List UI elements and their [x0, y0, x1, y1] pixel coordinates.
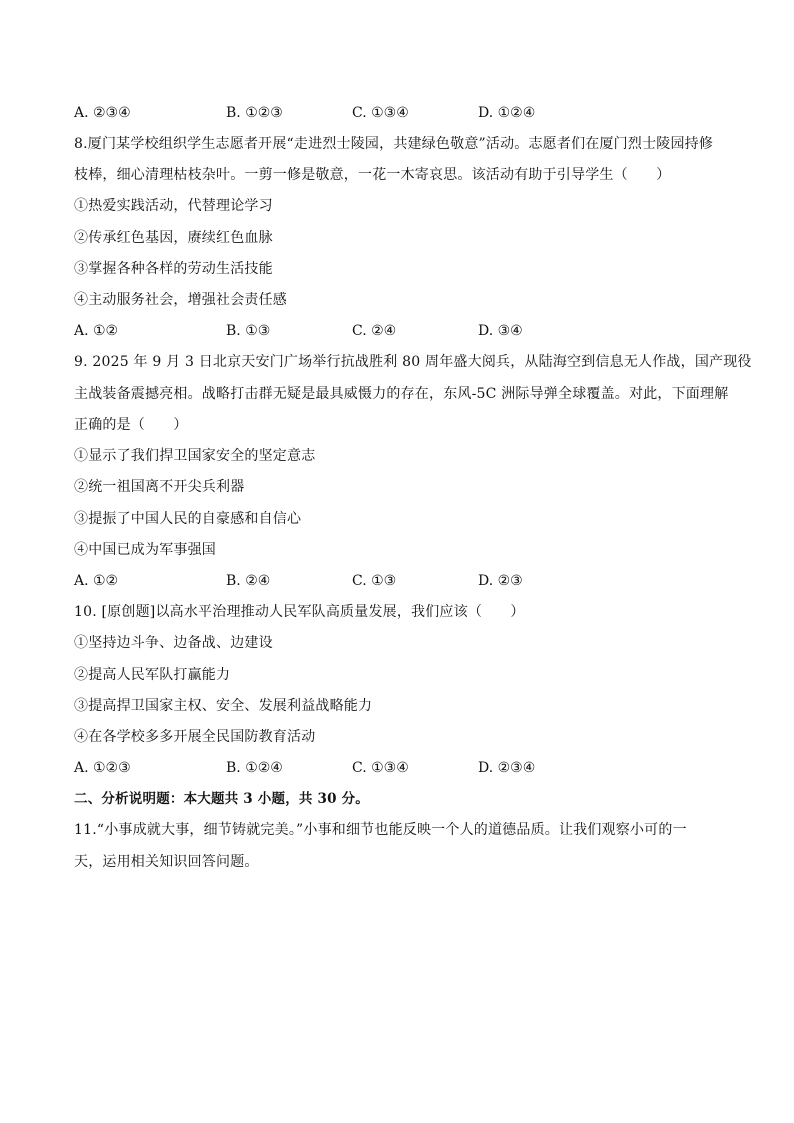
q11-stem-line-2: 天，运用相关知识回答问题。: [74, 854, 259, 870]
q11-stem-line-1: 11.“小事成就大事，细节铸就完美。”小事和细节也能反映一个人的道德品质。让我们观察小可的一: [74, 822, 687, 838]
q9-option-c: C. ①③: [352, 573, 397, 589]
q7-option-a: A. ②③④: [74, 105, 131, 121]
q10-option-b: B. ①②④: [226, 760, 283, 776]
q9-item-2: ②统一祖国离不开尖兵利器: [74, 479, 245, 495]
q9-stem-line-3: 正确的是（ ）: [74, 417, 188, 433]
q9-item-3: ③提振了中国人民的自豪感和自信心: [74, 511, 302, 527]
q9-stem-line-1: 9. 2025 年 9 月 3 日北京天安门广场举行抗战胜利 80 周年盛大阅兵，从陆海空到信息无人作战，国产现役: [74, 354, 752, 370]
q8-option-d: D. ③④: [478, 323, 523, 339]
q8-stem-line-1: 8.厦门某学校组织学生志愿者开展“走进烈士陵园，共建绿色敬意”活动。志愿者们在厦门烈士陵园持修: [74, 136, 714, 152]
q8-option-c: C. ②④: [352, 323, 397, 339]
q10-option-c: C. ①③④: [352, 760, 409, 776]
q10-item-2: ②提高人民军队打赢能力: [74, 667, 231, 683]
q10-item-4: ④在各学校多多开展全民国防教育活动: [74, 729, 316, 745]
q10-item-3: ③提高捍卫国家主权、安全、发展利益战略能力: [74, 698, 373, 714]
q10-option-d: D. ②③④: [478, 760, 536, 776]
q10-stem-line-1: 10. [原创题]以高水平治理推动人民军队高质量发展，我们应该（ ）: [74, 604, 525, 620]
q7-option-c: C. ①③④: [352, 105, 409, 121]
q9-item-1: ①显示了我们捍卫国家安全的坚定意志: [74, 448, 316, 464]
q9-option-a: A. ①②: [74, 573, 119, 589]
q8-option-b: B. ①③: [226, 323, 271, 339]
q8-stem-line-2: 枝棒，细心清理枯枝杂叶。一剪一修是敬意，一花一木寄哀思。该活动有助于引导学生（ ）: [74, 167, 671, 183]
q8-option-a: A. ①②: [74, 323, 119, 339]
q9-option-d: D. ②③: [478, 573, 523, 589]
q7-option-b: B. ①②③: [226, 105, 283, 121]
q8-item-4: ④主动服务社会，增强社会责任感: [74, 292, 287, 308]
q9-option-b: B. ②④: [226, 573, 271, 589]
q9-stem-line-2: 主战装备震撼亮相。战略打击群无疑是最具威慑力的存在，东风-5C 洲际导弹全球覆盖。对此，下面理解: [74, 386, 729, 402]
q8-item-2: ②传承红色基因，赓续红色血脉: [74, 230, 273, 246]
q8-item-1: ①热爱实践活动，代替理论学习: [74, 198, 273, 214]
q10-option-a: A. ①②③: [74, 760, 131, 776]
q10-item-1: ①坚持边斗争、边备战、边建设: [74, 635, 273, 651]
q9-item-4: ④中国已成为军事强国: [74, 542, 216, 558]
q7-option-d: D. ①②④: [478, 105, 536, 121]
q8-item-3: ③掌握各种各样的劳动生活技能: [74, 261, 273, 277]
section-2-heading: 二、分析说明题：本大题共 3 小题，共 30 分。: [74, 791, 369, 807]
